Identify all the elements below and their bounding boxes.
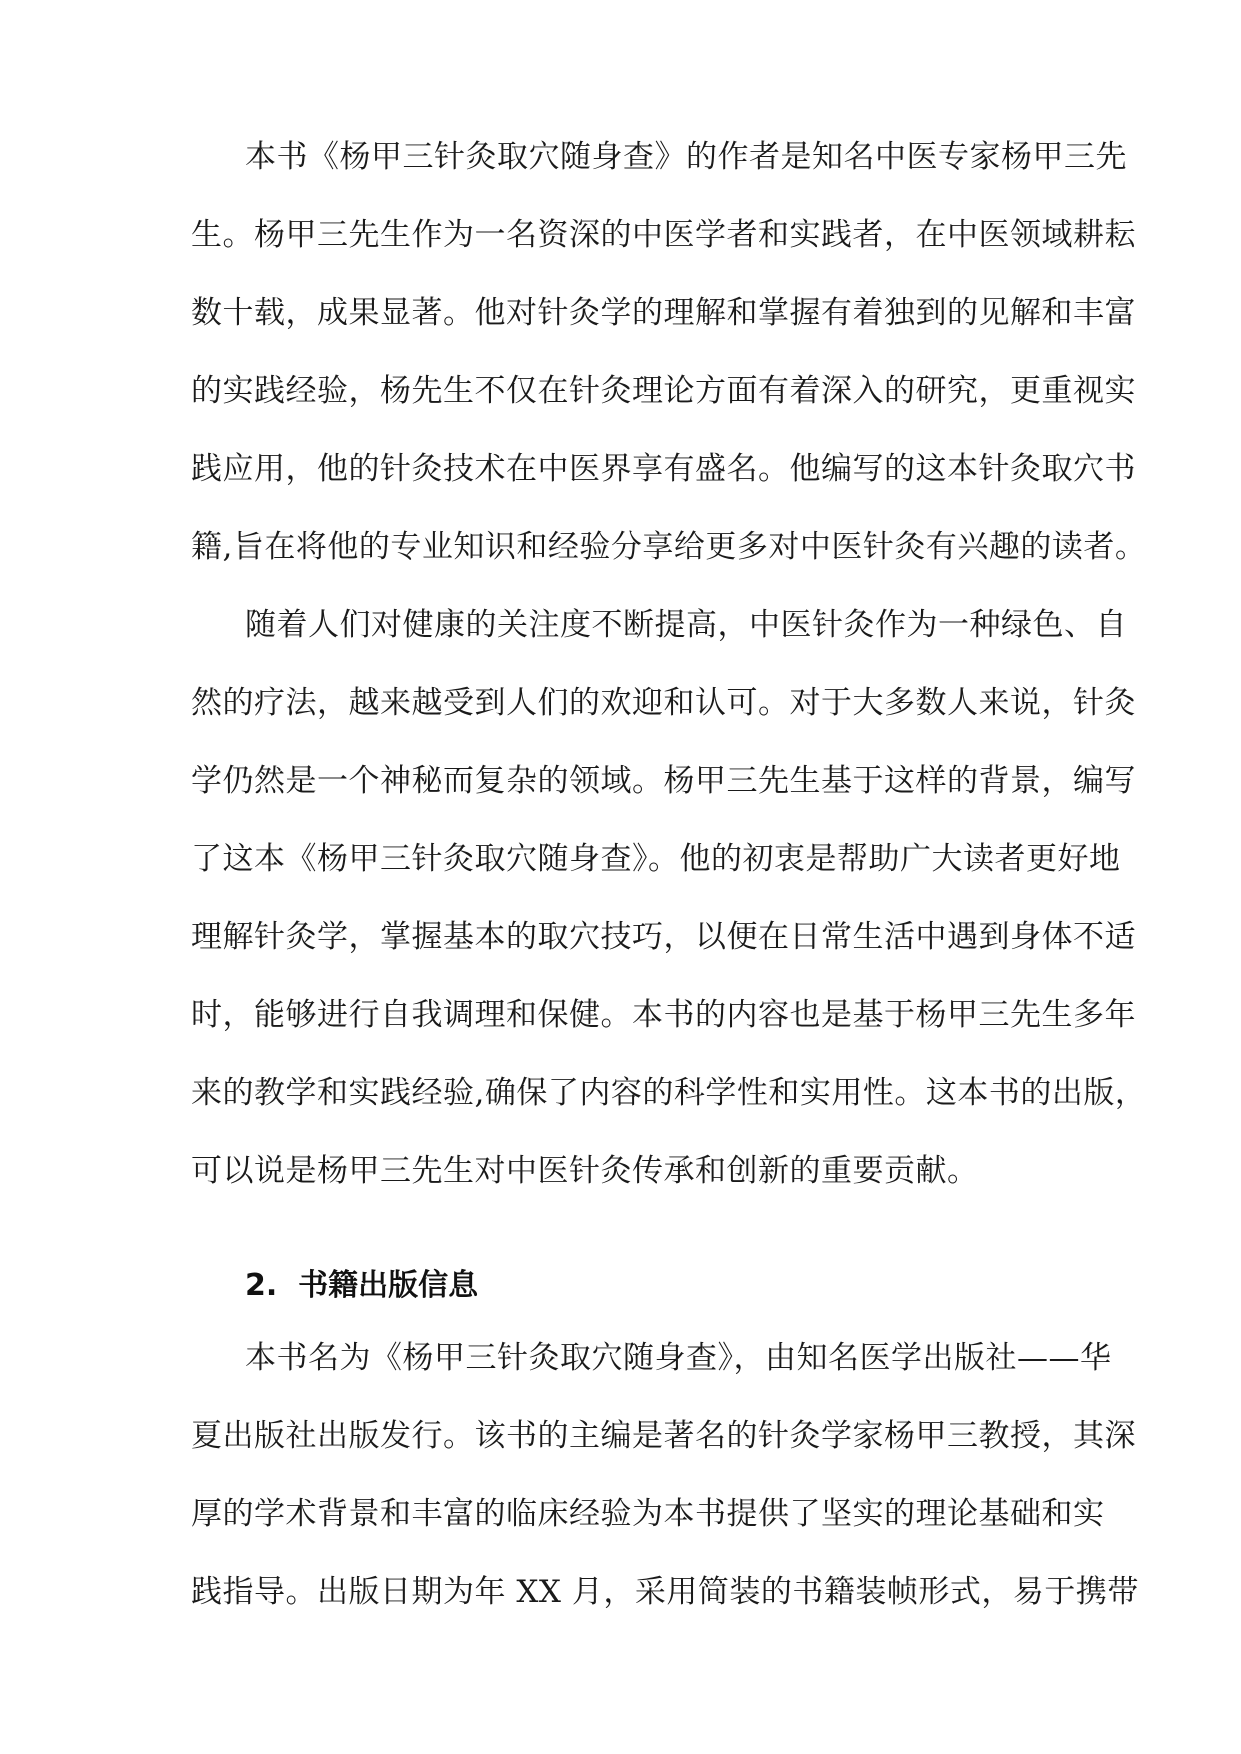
section-paragraph-line-1: 本书名为《杨甲三针灸取穴随身查》，由知名医学出版社——华 (245, 1340, 1112, 1376)
section-paragraph-line-4: 践指导。出版日期为年 XX 月，采用简装的书籍装帧形式，易于携带 (191, 1574, 1139, 1610)
paragraph-2-line-2: 然的疗法，越来越受到人们的欢迎和认可。对于大多数人来说，针灸 (191, 685, 1136, 721)
paragraph-1-line-2: 生。杨甲三先生作为一名资深的中医学者和实践者，在中医领域耕耘 (191, 217, 1136, 253)
paragraph-1-line-4: 的实践经验，杨先生不仅在针灸理论方面有着深入的研究，更重视实 (191, 373, 1136, 409)
paragraph-1-line-3: 数十载，成果显著。他对针灸学的理解和掌握有着独到的见解和丰富 (191, 295, 1136, 331)
paragraph-2-line-3: 学仍然是一个神秘而复杂的领域。杨甲三先生基于这样的背景，编写 (191, 763, 1136, 799)
paragraph-2-line-5: 理解针灸学，掌握基本的取穴技巧，以便在日常生活中遇到身体不适 (191, 919, 1136, 955)
section-title: 书籍出版信息 (298, 1268, 479, 1303)
paragraph-2-line-4: 了这本《杨甲三针灸取穴随身查》。他的初衷是帮助广大读者更好地 (191, 841, 1121, 877)
paragraph-1-line-1: 本书《杨甲三针灸取穴随身查》的作者是知名中医专家杨甲三先 (245, 139, 1127, 175)
paragraph-1-line-6: 籍,旨在将他的专业知识和经验分享给更多对中医针灸有兴趣的读者。 (191, 529, 1147, 565)
paragraph-2-line-1: 随着人们对健康的关注度不断提高，中医针灸作为一种绿色、自 (245, 607, 1127, 643)
section-heading (245, 1266, 478, 1306)
section-paragraph-line-3: 厚的学术背景和丰富的临床经验为本书提供了坚实的理论基础和实 (191, 1496, 1105, 1532)
paragraph-1-line-5: 践应用，他的针灸技术在中医界享有盛名。他编写的这本针灸取穴书 (191, 451, 1136, 487)
paragraph-2-line-8: 可以说是杨甲三先生对中医针灸传承和创新的重要贡献。 (191, 1153, 979, 1189)
paragraph-2-line-6: 时，能够进行自我调理和保健。本书的内容也是基于杨甲三先生多年 (191, 997, 1136, 1033)
section-paragraph-line-2: 夏出版社出版发行。该书的主编是著名的针灸学家杨甲三教授，其深 (191, 1418, 1136, 1454)
paragraph-2-line-7: 来的教学和实践经验,确保了内容的科学性和实用性。这本书的出版， (191, 1075, 1147, 1111)
section-number: 2. (245, 1268, 278, 1303)
